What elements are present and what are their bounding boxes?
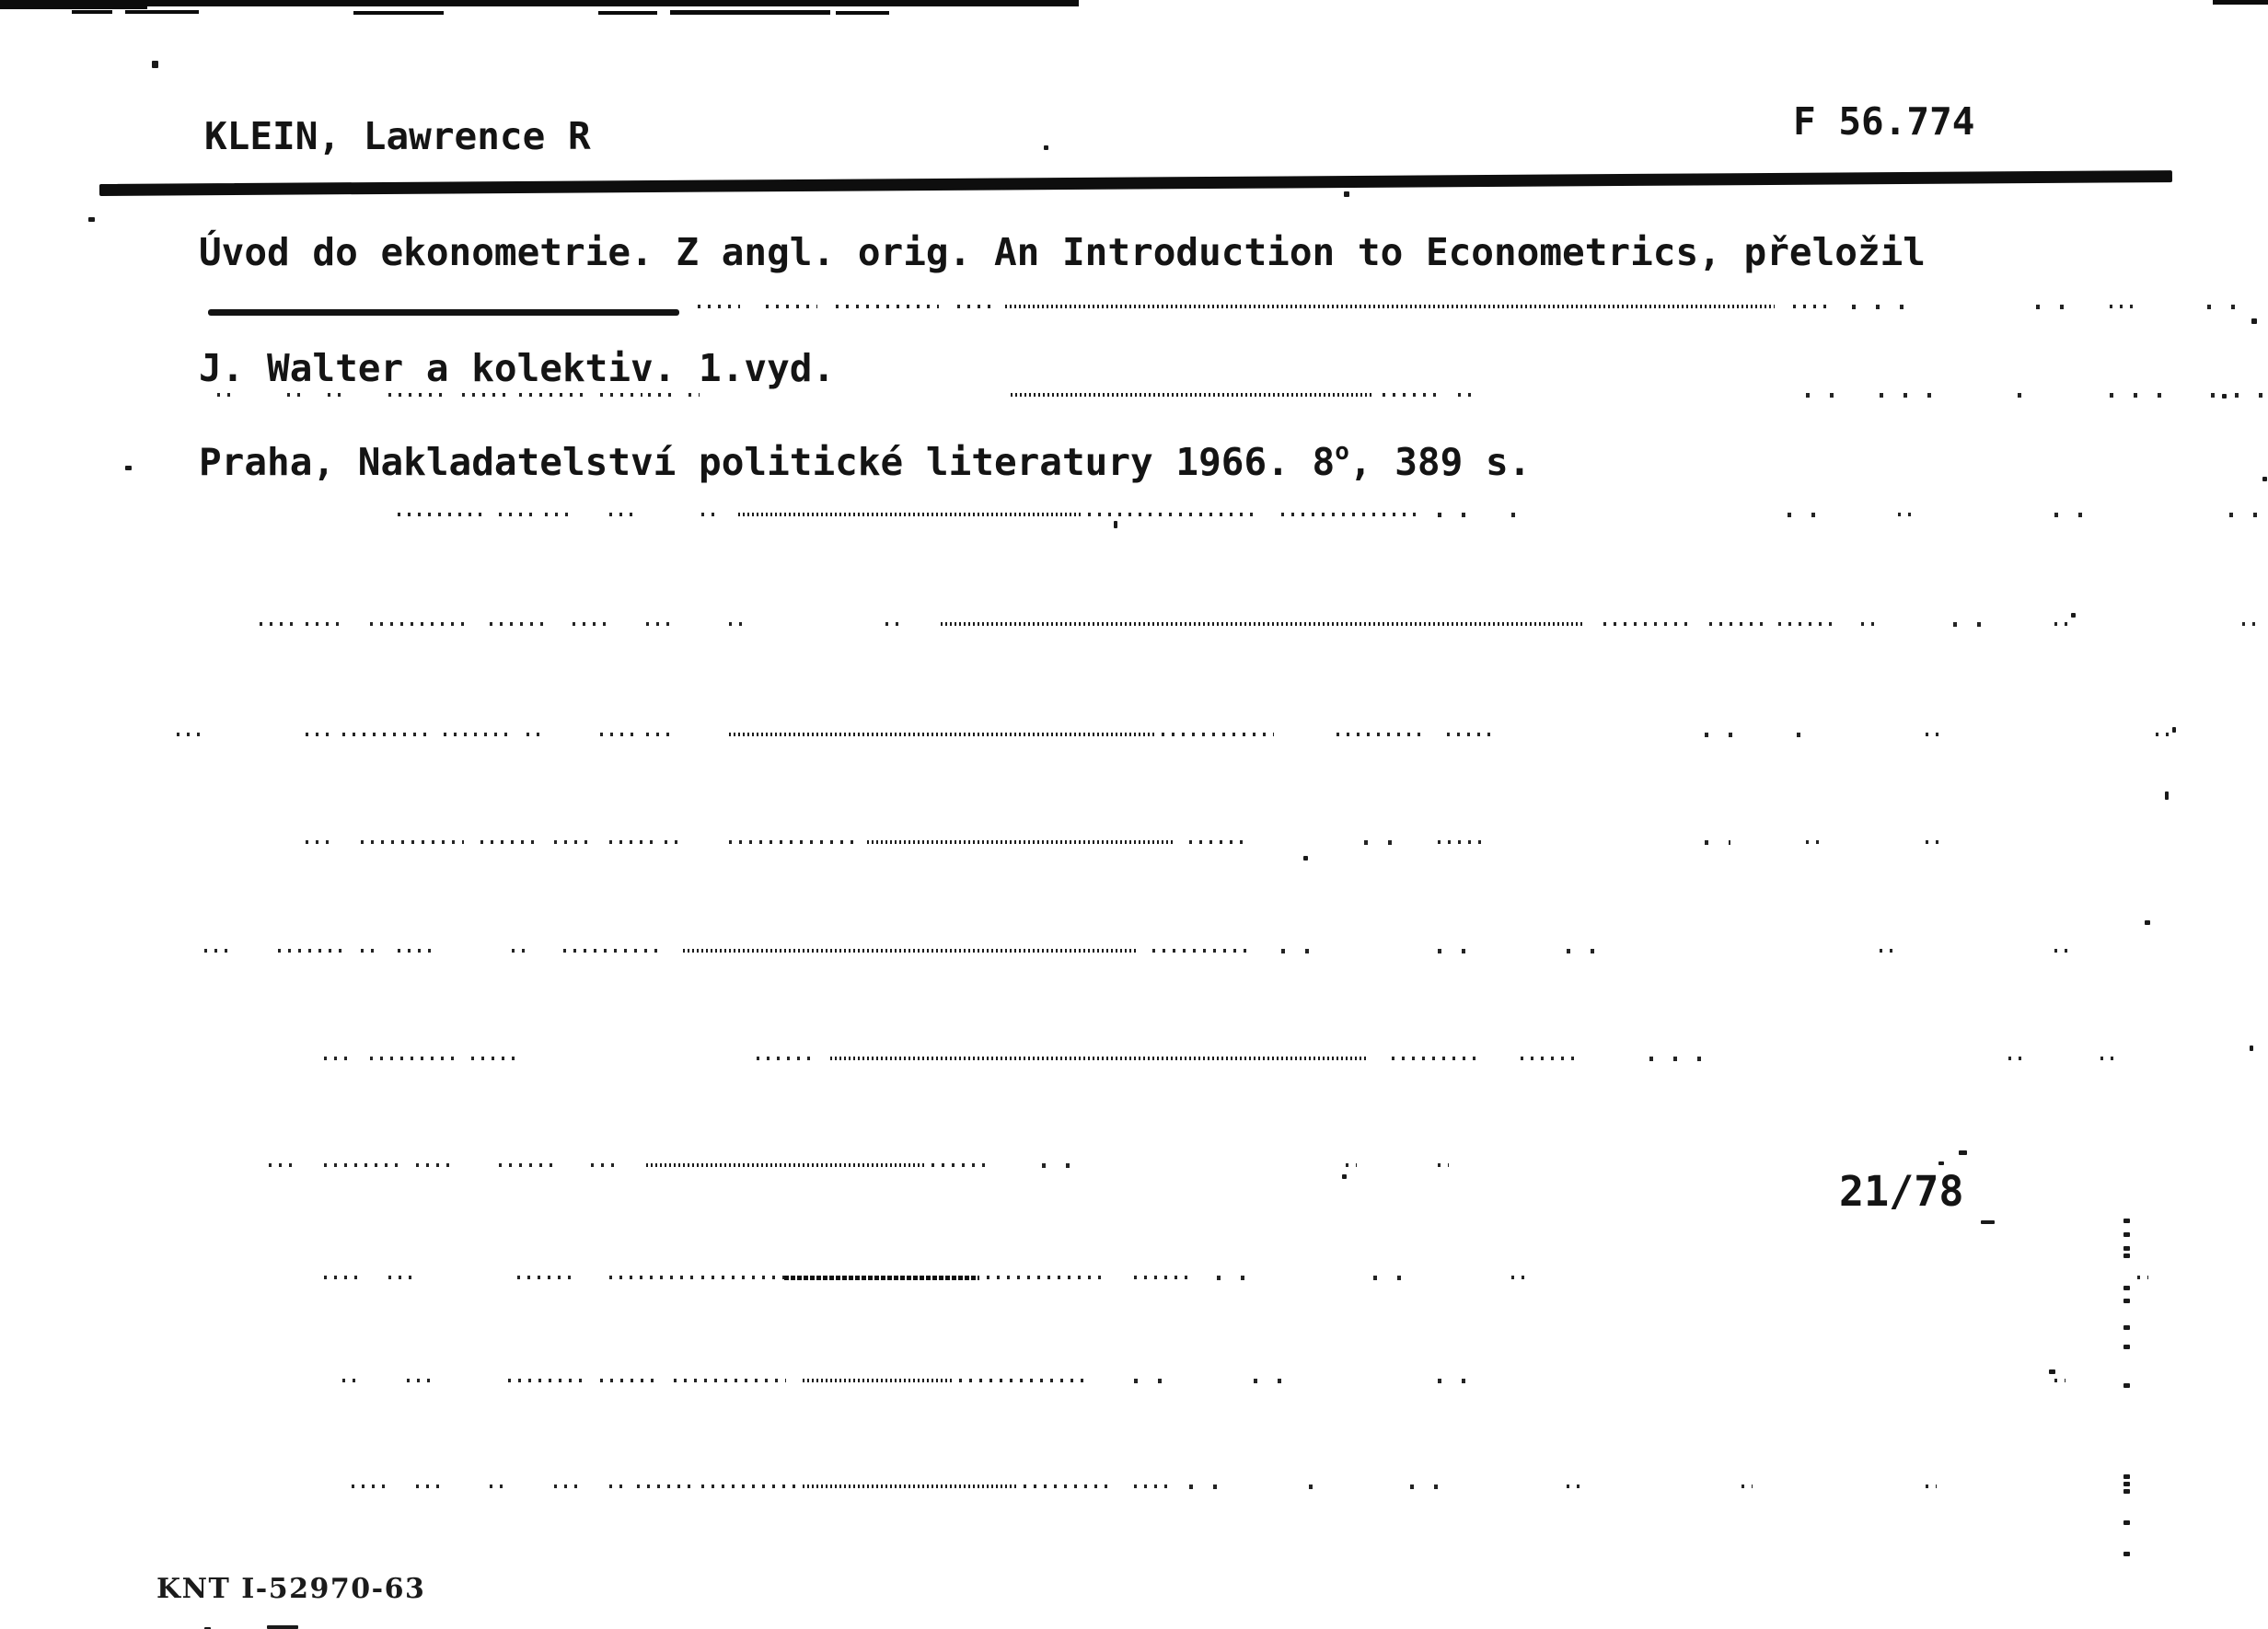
ruled-line-segment bbox=[665, 840, 679, 844]
ruled-line-segment bbox=[2207, 305, 2255, 309]
ruled-line-segment bbox=[1778, 622, 1835, 626]
imprint-line bbox=[199, 438, 1532, 484]
scan-edge-bar bbox=[2213, 0, 2268, 5]
scan-speck bbox=[1959, 1150, 1967, 1155]
ruled-line-segment bbox=[2100, 1057, 2113, 1060]
ruled-line-segment bbox=[738, 513, 1081, 516]
ruled-line-segment bbox=[1458, 393, 1471, 397]
ruled-line-segment bbox=[1254, 1379, 1283, 1383]
ruled-line-segment bbox=[1346, 1163, 1357, 1167]
ruled-line-segment bbox=[1438, 949, 1486, 953]
ruled-line-segment bbox=[1217, 1276, 1256, 1280]
ruled-line-segment bbox=[941, 622, 1585, 626]
scan-speck bbox=[1044, 145, 1048, 150]
edition-line: J. Walter a kolektiv. 1.vyd. bbox=[199, 346, 836, 390]
edge-dot bbox=[2123, 1489, 2130, 1494]
ruled-line-segment bbox=[2211, 393, 2262, 398]
scan-edge-bar bbox=[0, 0, 147, 9]
ruled-line-segment bbox=[306, 840, 335, 844]
ruled-line-segment bbox=[1861, 622, 1874, 626]
ruled-line-segment bbox=[324, 1057, 348, 1060]
ruled-line-segment bbox=[1088, 513, 1256, 516]
ruled-line-segment bbox=[499, 1163, 556, 1167]
ruled-line-segment bbox=[2110, 393, 2167, 398]
ruled-line-segment bbox=[388, 393, 446, 397]
ruled-line-segment bbox=[1152, 949, 1246, 953]
ruled-line-segment bbox=[1309, 1485, 1329, 1489]
ruled-line-segment bbox=[2008, 1057, 2025, 1060]
scan-speck bbox=[2222, 394, 2227, 399]
scan-speck bbox=[1342, 1174, 1347, 1179]
ruled-line-segment bbox=[1383, 393, 1440, 397]
ruled-line-segment bbox=[2156, 733, 2170, 736]
ruled-line-segment bbox=[1567, 949, 1605, 953]
ruled-line-segment bbox=[609, 1276, 694, 1279]
ruled-line-segment bbox=[324, 1163, 399, 1167]
scan-edge-dash bbox=[598, 11, 657, 15]
ruled-line-segment bbox=[1705, 840, 1730, 845]
ruled-line-segment bbox=[1797, 733, 1817, 737]
ruled-line-segment bbox=[1438, 840, 1486, 844]
ruled-line-segment bbox=[1438, 1163, 1449, 1167]
ruled-line-segment bbox=[260, 622, 293, 626]
scan-speck bbox=[1981, 1220, 1995, 1224]
ruled-line-segment bbox=[526, 733, 543, 736]
ruled-line-segment bbox=[204, 949, 234, 953]
ruled-line-segment bbox=[361, 840, 464, 844]
ruled-line-segment bbox=[398, 949, 436, 953]
ruled-line-segment bbox=[1438, 1379, 1476, 1383]
ruled-line-segment bbox=[1806, 393, 1835, 398]
ruled-line-segment bbox=[885, 622, 906, 626]
ruled-line-segment bbox=[480, 840, 538, 844]
scan-speck bbox=[2262, 477, 2267, 481]
ruled-line-segment bbox=[398, 513, 482, 516]
ruled-line-segment bbox=[1511, 1276, 1524, 1279]
ruled-line-segment bbox=[1189, 1485, 1219, 1489]
ruled-line-segment bbox=[444, 733, 510, 736]
batch-number: 21/78 bbox=[1839, 1167, 1964, 1216]
ruled-line-segment bbox=[987, 1276, 1108, 1279]
ruled-line-segment bbox=[803, 1379, 952, 1382]
ruled-line-segment bbox=[1953, 622, 1983, 627]
scan-edge-bar bbox=[0, 0, 1079, 6]
ruled-line-segment bbox=[1336, 733, 1421, 736]
scan-speck bbox=[152, 61, 158, 68]
edge-dot bbox=[2123, 1482, 2130, 1486]
print-code: KNT I-52970-63 bbox=[156, 1573, 426, 1605]
ruled-line-segment bbox=[1806, 840, 1822, 844]
ruled-line-segment bbox=[342, 733, 427, 736]
ruled-line-segment bbox=[646, 733, 676, 736]
ruled-line-segment bbox=[1011, 393, 1371, 397]
ruled-line-segment bbox=[1603, 622, 1688, 626]
ruled-line-segment bbox=[2242, 622, 2259, 626]
ruled-line-segment bbox=[609, 1485, 624, 1488]
ruled-line-segment bbox=[600, 393, 642, 397]
ruled-line-segment bbox=[1042, 1163, 1081, 1168]
ruled-line-segment bbox=[1511, 513, 1532, 517]
ruled-line-segment bbox=[407, 1379, 436, 1382]
ruled-line-segment bbox=[1447, 733, 1495, 736]
ruled-line-segment bbox=[545, 513, 574, 516]
ruled-line-segment bbox=[499, 513, 538, 516]
ruled-line-segment bbox=[2054, 622, 2071, 626]
ruled-line-segment bbox=[1709, 622, 1766, 626]
ruled-line-segment bbox=[1134, 1379, 1173, 1383]
scan-speck bbox=[88, 217, 95, 222]
ruled-line-segment bbox=[688, 393, 700, 397]
ruled-line-segment bbox=[674, 1379, 786, 1382]
ruled-line-segment bbox=[2110, 305, 2134, 308]
ruled-line-segment bbox=[462, 393, 510, 397]
ruled-line-segment bbox=[683, 949, 1136, 953]
scan-speck bbox=[2165, 791, 2169, 800]
scan-edge-dash bbox=[72, 10, 112, 14]
ruled-line-segment bbox=[177, 733, 201, 736]
ruled-line-segment bbox=[269, 1163, 298, 1167]
scan-speck bbox=[1344, 191, 1349, 197]
ruled-line-segment bbox=[517, 1276, 574, 1279]
ruled-line-segment bbox=[1898, 513, 1913, 516]
ruled-line-segment bbox=[784, 1276, 979, 1280]
scan-speck bbox=[1938, 1161, 1944, 1165]
ruled-line-segment bbox=[508, 1379, 584, 1382]
ruled-line-segment bbox=[1788, 513, 1830, 517]
ruled-line-segment bbox=[512, 949, 528, 953]
ruled-line-segment bbox=[830, 1057, 1366, 1060]
ruled-line-segment bbox=[306, 733, 335, 736]
ruled-line-segment bbox=[646, 1163, 924, 1167]
edge-dot bbox=[2123, 1219, 2130, 1223]
ruled-line-segment bbox=[490, 1485, 504, 1488]
ruled-line-segment bbox=[648, 393, 672, 397]
edge-dot bbox=[2123, 1246, 2130, 1251]
scan-speck bbox=[1114, 521, 1117, 528]
ruled-line-segment bbox=[1189, 840, 1246, 844]
ruled-line-segment bbox=[1880, 393, 1937, 398]
scan-speck bbox=[2071, 613, 2076, 618]
ruled-line-segment bbox=[1134, 1485, 1173, 1488]
ruled-line-segment bbox=[867, 840, 1173, 844]
title-line: Úvod do ekonometrie. Z angl. orig. An Introduction to Econometrics, přeložil bbox=[199, 230, 1926, 274]
scan-speck bbox=[1303, 856, 1308, 861]
ruled-line-segment bbox=[370, 622, 464, 626]
ruled-line-segment bbox=[701, 513, 714, 516]
ruled-line-segment bbox=[600, 733, 639, 736]
ruled-line-segment bbox=[490, 622, 547, 626]
scan-speck bbox=[2172, 727, 2176, 733]
ruled-line-segment bbox=[609, 513, 633, 516]
ruled-line-segment bbox=[1649, 1057, 1707, 1061]
ruled-line-segment bbox=[729, 733, 1154, 736]
imprint-pages: , 389 s. bbox=[1348, 440, 1532, 484]
ruled-line-segment bbox=[1162, 733, 1274, 736]
ruled-line-segment bbox=[766, 305, 817, 308]
ruled-line-segment bbox=[278, 949, 344, 953]
ruled-line-segment bbox=[416, 1163, 455, 1167]
ruled-line-segment bbox=[1793, 305, 1832, 308]
scan-speck bbox=[2145, 920, 2150, 925]
ruled-line-segment bbox=[757, 1057, 814, 1060]
title-underline bbox=[208, 309, 679, 316]
ruled-line-segment bbox=[1281, 513, 1421, 516]
ruled-line-segment bbox=[957, 305, 996, 308]
ruled-line-segment bbox=[1281, 949, 1311, 953]
ruled-line-segment bbox=[217, 393, 236, 397]
ruled-line-segment bbox=[2054, 1379, 2066, 1382]
edge-dot bbox=[2123, 1520, 2130, 1525]
edge-dot bbox=[2123, 1232, 2130, 1237]
ruled-line-segment bbox=[554, 840, 593, 844]
ruled-line-segment bbox=[701, 1276, 786, 1279]
ruled-line-segment bbox=[1005, 305, 1775, 308]
ruled-line-segment bbox=[1024, 1485, 1108, 1488]
edge-dot bbox=[2123, 1383, 2130, 1388]
edge-dot bbox=[2123, 1299, 2130, 1303]
edge-dot bbox=[2123, 1345, 2130, 1349]
scan-speck bbox=[2251, 318, 2257, 324]
edge-dot bbox=[2123, 1552, 2130, 1556]
ruled-line-segment bbox=[1392, 1057, 1476, 1060]
edge-dot bbox=[2123, 1254, 2130, 1258]
author-heading: KLEIN, Lawrence R bbox=[204, 114, 591, 158]
ruled-line-segment bbox=[701, 1485, 795, 1488]
ruled-line-segment bbox=[698, 305, 740, 308]
ruled-line-segment bbox=[388, 1276, 418, 1279]
ruled-line-segment bbox=[1521, 1057, 1578, 1060]
ruled-line-segment bbox=[1926, 733, 1938, 736]
ruled-line-segment bbox=[1438, 513, 1467, 517]
ruled-line-segment bbox=[352, 1485, 390, 1488]
ruled-line-segment bbox=[328, 393, 342, 397]
ruled-line-segment bbox=[729, 840, 860, 844]
scan-speck bbox=[2250, 1046, 2253, 1051]
ruled-line-segment bbox=[342, 1379, 357, 1382]
ruled-line-segment bbox=[1742, 1485, 1753, 1488]
ruled-line-segment bbox=[573, 622, 611, 626]
edge-dot bbox=[2123, 1325, 2130, 1330]
scan-edge-dash bbox=[836, 11, 889, 15]
ruled-line-segment bbox=[932, 1163, 989, 1167]
edge-dot bbox=[2123, 1474, 2130, 1479]
scan-speck bbox=[267, 1625, 298, 1629]
ruled-line-segment bbox=[959, 1379, 1090, 1382]
ruled-line-segment bbox=[1880, 949, 1896, 953]
scan-speck bbox=[125, 466, 132, 470]
call-number: F 56.774 bbox=[1793, 99, 1975, 144]
edge-dot bbox=[2123, 1286, 2130, 1290]
ruled-line-segment bbox=[729, 622, 742, 626]
ruled-line-segment bbox=[609, 840, 657, 844]
ruled-line-segment bbox=[563, 949, 657, 953]
ruled-line-segment bbox=[2036, 305, 2075, 309]
scan-edge-dash bbox=[670, 10, 830, 15]
ruled-line-segment bbox=[646, 622, 676, 626]
ruled-line-segment bbox=[370, 1057, 455, 1060]
ruled-line-segment bbox=[1926, 1485, 1937, 1488]
scan-edge-dash bbox=[125, 10, 199, 14]
ruled-line-segment bbox=[287, 393, 307, 397]
ruled-line-segment bbox=[416, 1485, 446, 1488]
ruled-line-segment bbox=[471, 1057, 519, 1060]
ruled-line-segment bbox=[836, 305, 939, 308]
ruled-line-segment bbox=[1567, 1485, 1580, 1488]
ruled-line-segment bbox=[1926, 840, 1938, 844]
header-rule bbox=[99, 170, 2172, 196]
imprint-text: Praha, Nakladatelství politické literatury 1966. 8 bbox=[199, 440, 1336, 484]
ruled-line-segment bbox=[2018, 393, 2042, 398]
imprint-superscript: o bbox=[1335, 438, 1349, 466]
ruled-line-segment bbox=[554, 1485, 584, 1488]
ruled-line-segment bbox=[2137, 1276, 2148, 1279]
ruled-line-segment bbox=[1705, 733, 1734, 737]
ruled-line-segment bbox=[1134, 1276, 1191, 1279]
ruled-line-segment bbox=[637, 1485, 694, 1488]
ruled-line-segment bbox=[2229, 513, 2268, 517]
ruled-line-segment bbox=[600, 1379, 657, 1382]
ruled-line-segment bbox=[361, 949, 377, 953]
ruled-line-segment bbox=[306, 622, 344, 626]
ruled-line-segment bbox=[1364, 840, 1403, 845]
ruled-line-segment bbox=[519, 393, 585, 397]
ruled-line-segment bbox=[2054, 513, 2102, 517]
ruled-line-segment bbox=[803, 1485, 1016, 1488]
ruled-line-segment bbox=[324, 1276, 363, 1279]
ruled-line-segment bbox=[1852, 305, 1904, 309]
scan-speck bbox=[2049, 1369, 2055, 1374]
ruled-line-segment bbox=[1410, 1485, 1440, 1489]
ruled-line-segment bbox=[591, 1163, 620, 1167]
scan-edge-dash bbox=[353, 11, 444, 15]
ruled-line-segment bbox=[2054, 949, 2067, 953]
ruled-line-segment bbox=[1373, 1276, 1403, 1280]
